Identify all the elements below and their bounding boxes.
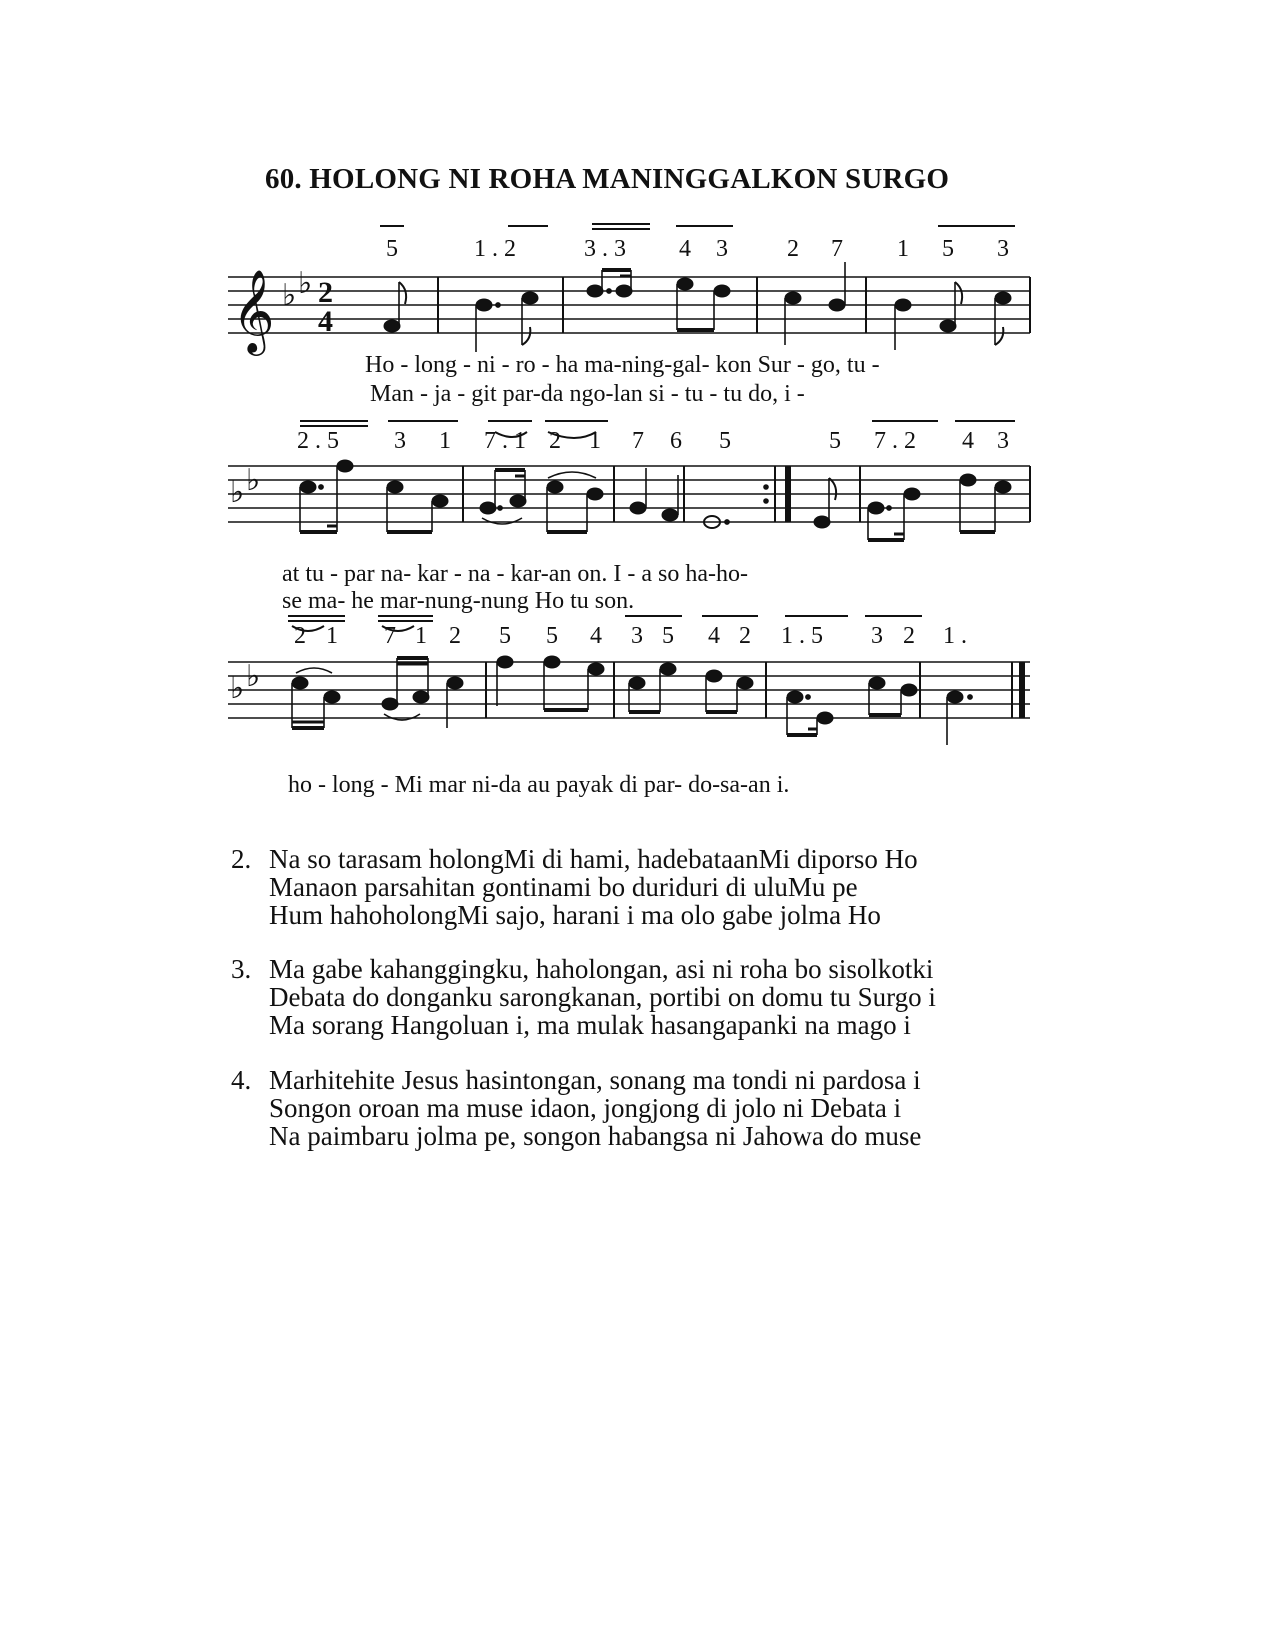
time-signature-bottom: 4 [318,305,333,338]
cipher-number: 7 [831,236,843,262]
lyrics-line: Ho - long - ni - ro - ha ma-ning-gal- kon Sur - go, tu - [365,352,880,378]
flat-icon: ♭ [298,266,313,301]
verse-number: 4. [231,1065,252,1095]
flat-icon: ♭ [230,475,245,510]
cipher-number: 1 [439,428,451,454]
cipher-number: 5 [386,236,398,262]
cipher-number: 7 . 1 [484,428,526,454]
cipher-number: 7 [632,428,644,454]
cipher-number: 7 . 2 [874,428,916,454]
cipher-number: 5 [942,236,954,262]
lyrics-line: se ma- he mar-nung-nung Ho tu son. [282,588,635,614]
note-head [677,278,693,290]
numbered-notation-3 [288,616,967,649]
system-3 [228,616,1030,798]
flat-icon: ♭ [246,659,261,694]
verse-line: Ma sorang Hangoluan i, ma mulak hasangapanki na mago i [269,1010,911,1040]
note-head [714,285,730,297]
cipher-number: 1 . 5 [781,623,823,649]
cipher-number: 1 [589,428,601,454]
note-head [384,320,400,332]
cipher-number: 2 [549,428,561,454]
cipher-number: 2 [739,623,751,649]
verse-lines [269,845,918,929]
verse-line: Marhitehite Jesus hasintongan, sonang ma tondi ni pardosa i [269,1065,921,1095]
notes-system-3 [292,656,972,745]
flat-icon: ♭ [246,463,261,498]
cipher-beams [380,224,1015,229]
repeat-dot [763,484,769,490]
verse-lines [269,955,936,1039]
cipher-number: 2 [903,623,915,649]
verse-line: Debata do donganku sarongkanan, portibi on domu tu Surgo i [269,982,936,1012]
cipher-number: 2 . 5 [297,428,339,454]
note-head [785,292,801,304]
verse-line: Na paimbaru jolma pe, songon habangsa ni Jahowa do muse [269,1121,922,1151]
song-title: 60. HOLONG NI ROHA MANINGGALKON SURGO [265,163,950,195]
note-head [895,299,911,311]
lyrics-line: at tu - par na- kar - na - kar-an on. I - a so ha-ho- [282,561,748,587]
notes-system-1 [384,262,1011,352]
cipher-number: 1 [897,236,909,262]
cipher-number: 1 . 2 [474,236,516,262]
flat-icon: ♭ [282,278,297,313]
music-score [0,0,1275,820]
note-head [522,292,538,304]
note-head [616,285,632,297]
cipher-number: 5 [719,428,731,454]
cipher-number: 5 [499,623,511,649]
cipher-number: 5 [546,623,558,649]
cipher-number: 4 [679,236,691,262]
cipher-number: 5 [662,623,674,649]
cipher-number: 3 . 3 [584,236,626,262]
verse-line: Na so tarasam holongMi di hami, hadebataanMi diporso Ho [269,844,918,874]
cipher-number: 3 [394,428,406,454]
cipher-number: 3 [871,623,883,649]
cipher-number: 1 . [943,623,967,649]
flat-icon: ♭ [230,671,245,706]
lyrics-line: ho - long - Mi mar ni-da au payak di par- do-sa-an i. [288,772,790,798]
verse-number: 3. [231,954,252,984]
cipher-number: 3 [997,236,1009,262]
lyrics-line: Man - ja - git par-da ngo-lan si - tu - tu do, i - [370,381,805,407]
system-2 [228,421,1030,614]
cipher-number: 5 [829,428,841,454]
cipher-number: 3 [716,236,728,262]
verse-number: 2. [231,844,252,874]
cipher-number: 1 [415,623,427,649]
verse-line: Hum hahoholongMi sajo, harani i ma olo gabe jolma Ho [269,900,881,930]
verse-line: Songon oroan ma muse idaon, jongjong di jolo ni Debata i [269,1093,902,1123]
cipher-number: 6 [670,428,682,454]
system-1 [228,224,1030,407]
cipher-number: 3 [997,428,1009,454]
cipher-number: 4 [708,623,720,649]
notes-system-2 [300,460,1011,540]
note-head [476,299,492,311]
cipher-number: 3 [631,623,643,649]
repeat-dot [763,498,769,504]
note-head [995,292,1011,304]
cipher-number: 2 [787,236,799,262]
cipher-number: 1 [326,623,338,649]
cipher-number: 2 [449,623,461,649]
verse-line: Manaon parsahitan gontinami bo duriduri di uluMu pe [269,872,858,902]
cipher-number: 2 [294,623,306,649]
treble-clef-icon: 𝄞 [232,268,275,352]
verse-lines [269,1066,921,1150]
note-head [940,320,956,332]
verse-line: Ma gabe kahanggingku, haholongan, asi ni roha bo sisolkotki [269,954,934,984]
cipher-number: 7 [384,623,396,649]
cipher-number: 4 [590,623,602,649]
note-head [829,299,845,311]
cipher-number: 4 [962,428,974,454]
note-head [587,285,603,297]
numbered-notation-1 [380,224,1015,262]
time-signature-top: 2 [318,276,333,309]
numbered-notation-2 [297,421,1015,454]
